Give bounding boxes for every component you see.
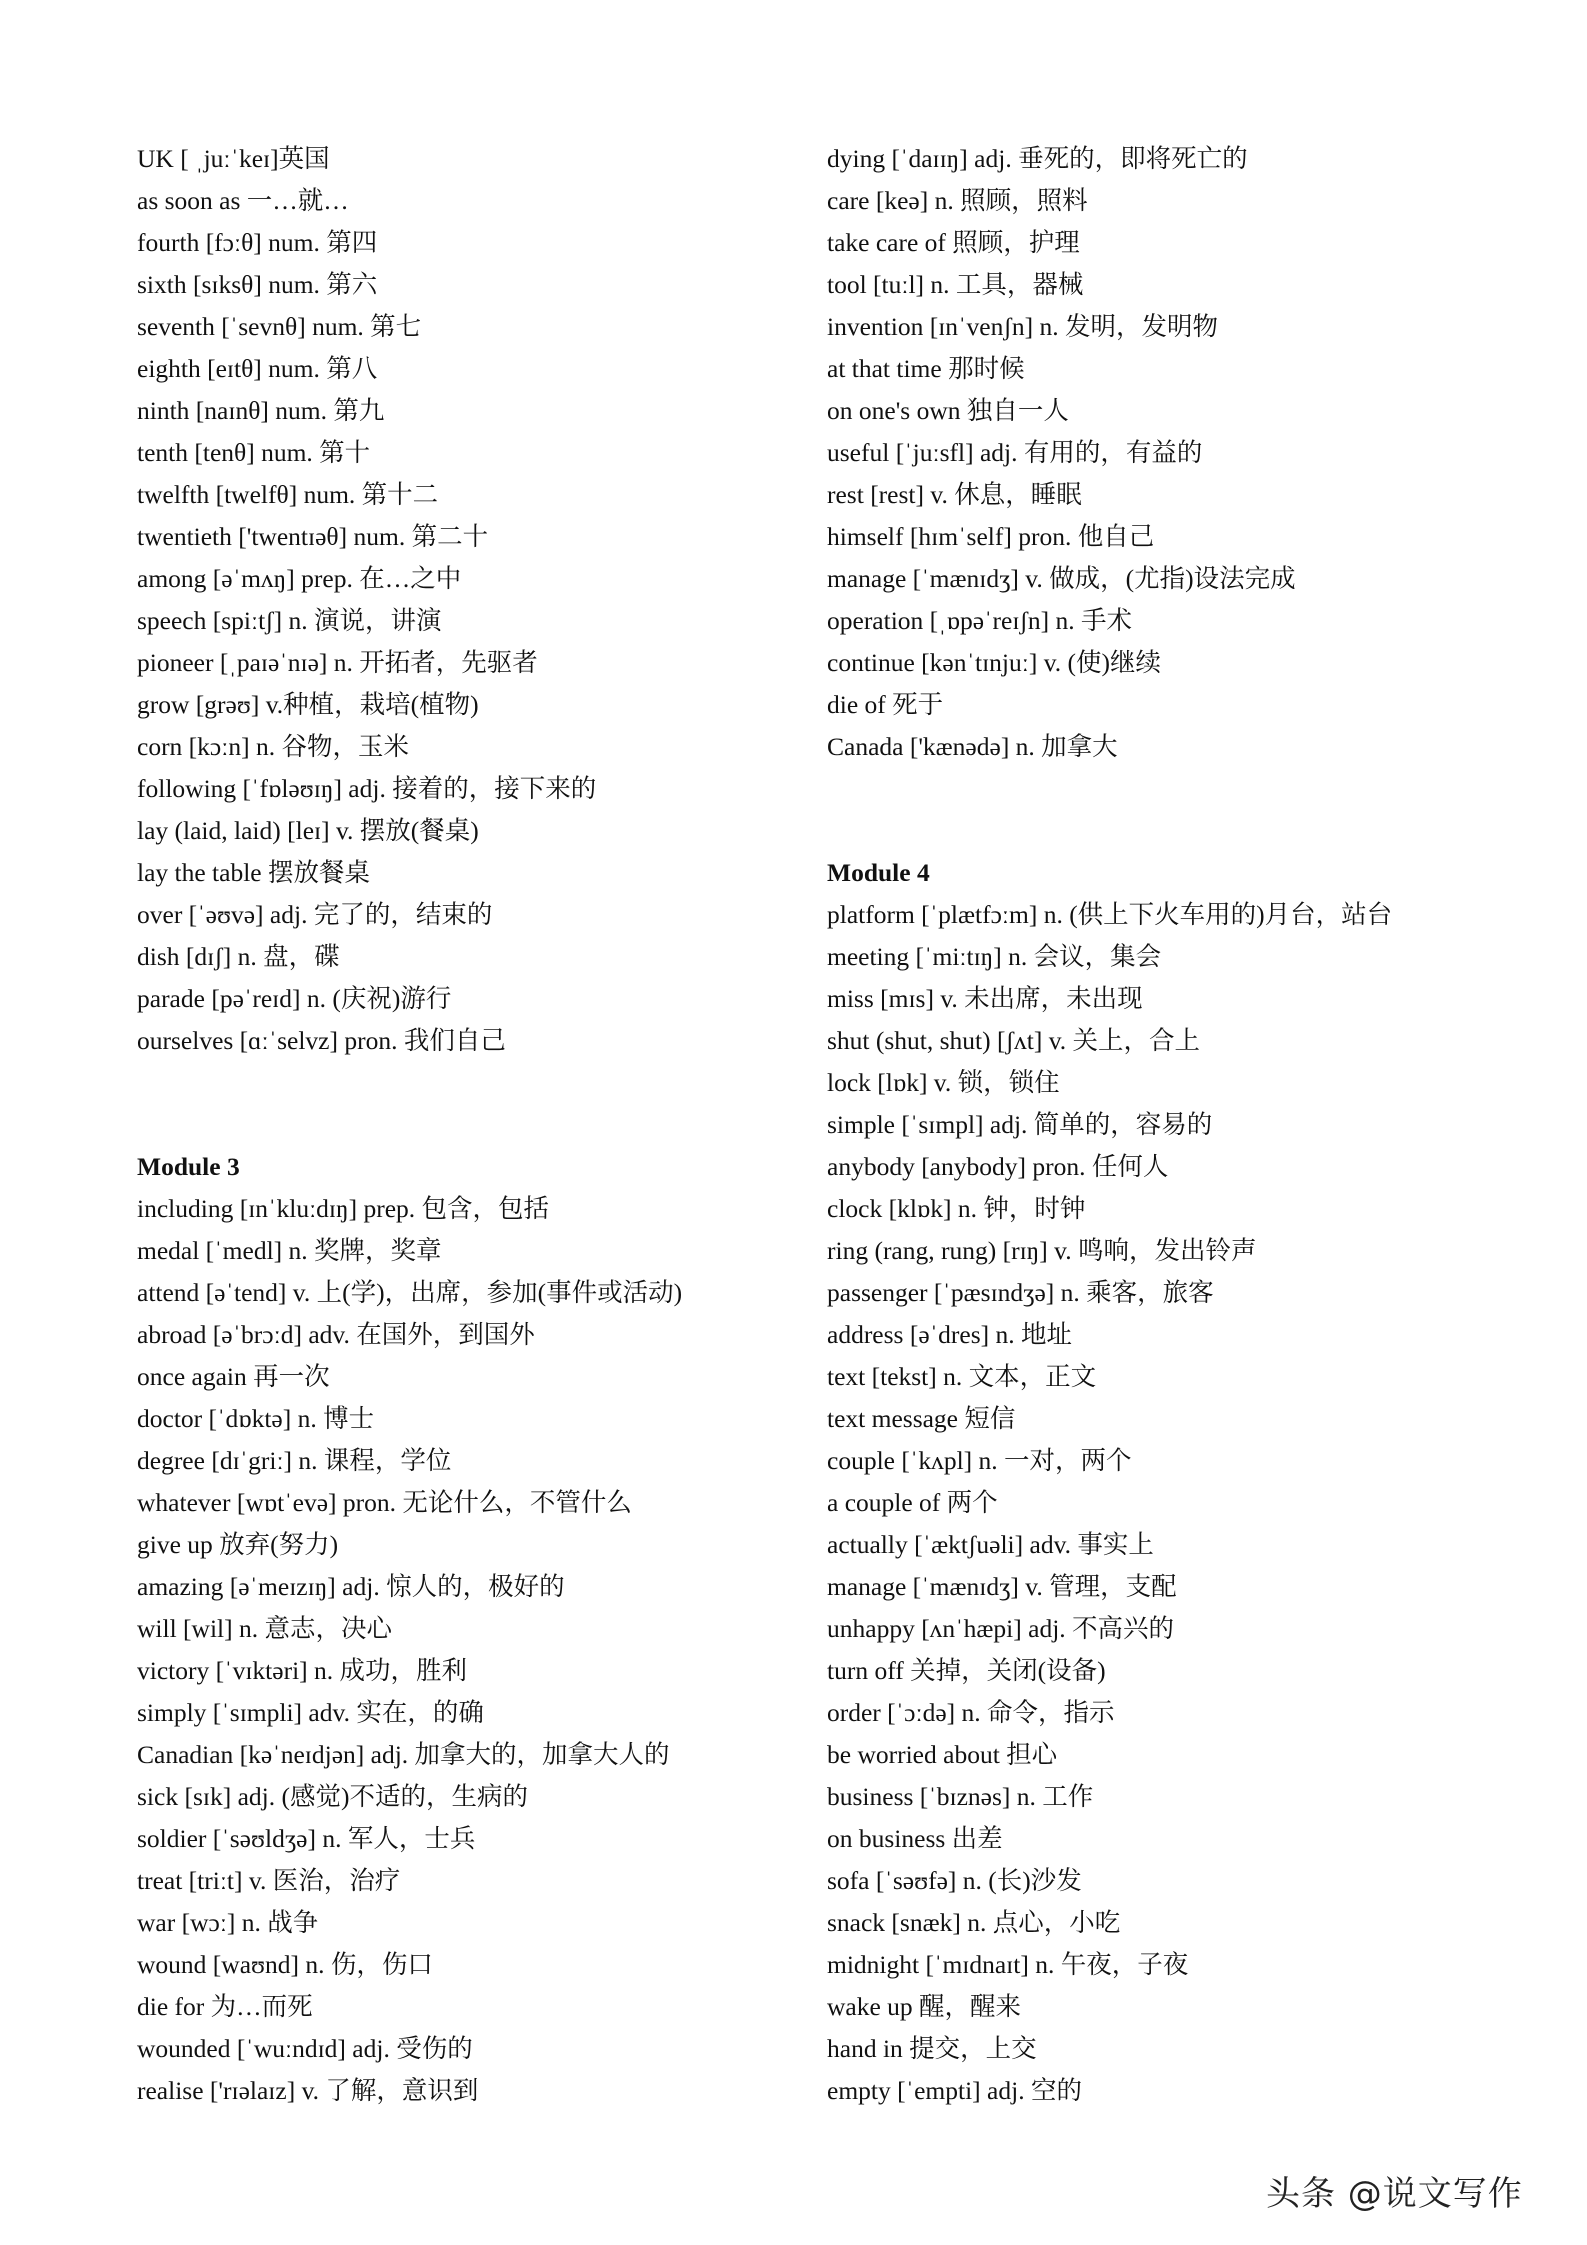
vocab-entry: ourselves [ɑːˈselvz] pron. 我们自己 xyxy=(137,1026,506,1055)
vocab-entry: empty [ˈempti] adj. 空的 xyxy=(827,2076,1082,2105)
vocab-entry: on one's own 独自一人 xyxy=(827,396,1069,425)
vocab-entry: abroad [əˈbrɔːd] adv. 在国外，到国外 xyxy=(137,1320,535,1349)
vocab-entry: useful [ˈjuːsfl] adj. 有用的，有益的 xyxy=(827,438,1203,467)
vocab-entry: over [ˈəʊvə] adj. 完了的，结束的 xyxy=(137,900,493,929)
vocab-entry: victory [ˈvɪktəri] n. 成功，胜利 xyxy=(137,1656,468,1685)
vocab-entry: fourth [fɔːθ] num. 第四 xyxy=(137,228,378,257)
watermark: 头条 @说文写作 xyxy=(1266,2174,1523,2214)
vocab-entry: simple [ˈsɪmpl] adj. 简单的，容易的 xyxy=(827,1110,1213,1139)
vocab-entry: passenger [ˈpæsɪndʒə] n. 乘客，旅客 xyxy=(827,1278,1214,1307)
vocab-entry: dish [dɪʃ] n. 盘，碟 xyxy=(137,942,340,971)
vocab-entry: continue [kənˈtɪnjuː] v. (使)继续 xyxy=(827,648,1162,677)
vocab-entry: following [ˈfɒləʊɪŋ] adj. 接着的，接下来的 xyxy=(137,774,597,803)
vocab-entry: as soon as 一…就… xyxy=(137,186,349,215)
vocab-entry: actually [ˈæktʃuəli] adv. 事实上 xyxy=(827,1530,1154,1559)
vocab-entry: lay (laid, laid) [leɪ] v. 摆放(餐桌) xyxy=(137,816,479,845)
vocab-entry: UK [ ˌjuːˈkeɪ]英国 xyxy=(137,144,330,173)
vocab-entry: ring (rang, rung) [rɪŋ] v. 鸣响，发出铃声 xyxy=(827,1236,1257,1265)
vocab-entry: Canada ['kænədə] n. 加拿大 xyxy=(827,732,1118,761)
vocab-entry: invention [ɪnˈvenʃn] n. 发明，发明物 xyxy=(827,312,1218,341)
blank-line xyxy=(827,768,1547,810)
vocab-entry: shut (shut, shut) [ʃʌt] v. 关上，合上 xyxy=(827,1026,1201,1055)
vocab-entry: among [əˈmʌŋ] prep. 在…之中 xyxy=(137,564,462,593)
right-column xyxy=(827,138,1547,2112)
vocab-entry: tool [tuːl] n. 工具，器械 xyxy=(827,270,1084,299)
vocab-entry: manage [ˈmænɪdʒ] v. 管理，支配 xyxy=(827,1572,1177,1601)
vocab-entry: sick [sɪk] adj. (感觉)不适的，生病的 xyxy=(137,1782,528,1811)
vocab-entry: attend [əˈtend] v. 上(学)，出席，参加(事件或活动) xyxy=(137,1278,683,1307)
vocab-entry: realise ['rɪəlaɪz] v. 了解，意识到 xyxy=(137,2076,479,2105)
vocab-entry: turn off 关掉，关闭(设备) xyxy=(827,1656,1106,1685)
vocab-entry: be worried about 担心 xyxy=(827,1740,1058,1769)
vocab-entry: simply [ˈsɪmpli] adv. 实在，的确 xyxy=(137,1698,484,1727)
vocab-entry: corn [kɔːn] n. 谷物，玉米 xyxy=(137,732,409,761)
vocab-entry: twentieth ['twentɪəθ] num. 第二十 xyxy=(137,522,489,551)
vocab-entry: twelfth [twelfθ] num. 第十二 xyxy=(137,480,439,509)
blank-line xyxy=(137,1062,817,1104)
vocab-entry: text [tekst] n. 文本，正文 xyxy=(827,1362,1097,1391)
vocab-entry: meeting [ˈmiːtɪŋ] n. 会议，集会 xyxy=(827,942,1162,971)
vocab-entry: anybody [anybody] pron. 任何人 xyxy=(827,1152,1169,1181)
vocab-entry: lock [lɒk] v. 锁，锁住 xyxy=(827,1068,1060,1097)
vocab-entry: midnight [ˈmɪdnaɪt] n. 午夜，子夜 xyxy=(827,1950,1189,1979)
vocab-entry: on business 出差 xyxy=(827,1824,1003,1853)
vocab-entry: soldier [ˈsəʊldʒə] n. 军人，士兵 xyxy=(137,1824,476,1853)
vocab-entry: will [wil] n. 意志，决心 xyxy=(137,1614,392,1643)
vocab-entry: treat [triːt] v. 医治，治疗 xyxy=(137,1866,401,1895)
vocab-entry: die for 为…而死 xyxy=(137,1992,313,2021)
vocab-entry: platform [ˈplætfɔːm] n. (供上下火车用的)月台，站台 xyxy=(827,900,1393,929)
vocab-entry: couple [ˈkʌpl] n. 一对，两个 xyxy=(827,1446,1132,1475)
vocab-entry: doctor [ˈdɒktə] n. 博士 xyxy=(137,1404,375,1433)
vocab-entry: speech [spiːtʃ] n. 演说，讲演 xyxy=(137,606,442,635)
vocab-entry: once again 再一次 xyxy=(137,1362,330,1391)
vocab-entry: including [ɪnˈkluːdɪŋ] prep. 包含，包括 xyxy=(137,1194,550,1223)
vocab-entry: at that time 那时候 xyxy=(827,354,1025,383)
vocab-entry: pioneer [ˌpaɪəˈnɪə] n. 开拓者，先驱者 xyxy=(137,648,538,677)
vocab-entry: a couple of 两个 xyxy=(827,1488,998,1517)
vocab-entry: clock [klɒk] n. 钟，时钟 xyxy=(827,1194,1086,1223)
vocab-entry: whatever [wɒtˈevə] pron. 无论什么，不管什么 xyxy=(137,1488,632,1517)
vocab-entry: wake up 醒，醒来 xyxy=(827,1992,1022,2021)
vocab-entry: wounded [ˈwuːndɪd] adj. 受伤的 xyxy=(137,2034,473,2063)
vocab-entry: ninth [naɪnθ] num. 第九 xyxy=(137,396,385,425)
vocab-entry: unhappy [ʌnˈhæpi] adj. 不高兴的 xyxy=(827,1614,1175,1643)
vocab-entry: take care of 照顾，护理 xyxy=(827,228,1080,257)
vocab-entry: war [wɔː] n. 战争 xyxy=(137,1908,319,1937)
vocab-entry: degree [dɪˈgriː] n. 课程，学位 xyxy=(137,1446,452,1475)
vocab-entry: snack [snæk] n. 点心，小吃 xyxy=(827,1908,1121,1937)
vocab-entry: die of 死于 xyxy=(827,690,944,719)
left-column xyxy=(137,138,817,2112)
vocab-entry: address [əˈdres] n. 地址 xyxy=(827,1320,1073,1349)
vocab-entry: rest [rest] v. 休息，睡眠 xyxy=(827,480,1082,509)
vocab-entry: care [keə] n. 照顾，照料 xyxy=(827,186,1088,215)
vocab-entry: miss [mɪs] v. 未出席，未出现 xyxy=(827,984,1143,1013)
vocab-entry: operation [ˌɒpəˈreɪʃn] n. 手术 xyxy=(827,606,1133,635)
vocab-entry: text message 短信 xyxy=(827,1404,1016,1433)
vocab-entry: Canadian [kəˈneɪdjən] adj. 加拿大的，加拿大人的 xyxy=(137,1740,670,1769)
vocab-entry: dying [ˈdaɪɪŋ] adj. 垂死的，即将死亡的 xyxy=(827,144,1248,173)
vocab-entry: hand in 提交，上交 xyxy=(827,2034,1037,2063)
vocab-entry: himself [hɪmˈself] pron. 他自己 xyxy=(827,522,1155,551)
vocab-entry: grow [grəʊ] v.种植，栽培(植物) xyxy=(137,690,479,719)
vocab-entry: amazing [əˈmeɪzɪŋ] adj. 惊人的，极好的 xyxy=(137,1572,565,1601)
vocab-entry: business [ˈbɪznəs] n. 工作 xyxy=(827,1782,1094,1811)
vocab-entry: order [ˈɔːdə] n. 命令，指示 xyxy=(827,1698,1115,1727)
vocab-entry: give up 放弃(努力) xyxy=(137,1530,339,1559)
vocab-entry: parade [pəˈreɪd] n. (庆祝)游行 xyxy=(137,984,452,1013)
vocab-entry: wound [waʊnd] n. 伤，伤口 xyxy=(137,1950,433,1979)
vocab-entry: medal [ˈmedl] n. 奖牌，奖章 xyxy=(137,1236,442,1265)
vocab-entry: manage [ˈmænɪdʒ] v. 做成，(尤指)设法完成 xyxy=(827,564,1296,593)
vocab-entry: seventh [ˈsevnθ] num. 第七 xyxy=(137,312,422,341)
vocab-entry: sofa [ˈsəʊfə] n. (长)沙发 xyxy=(827,1866,1082,1895)
module-heading: Module 3 xyxy=(137,1152,240,1181)
blank-line xyxy=(137,1104,817,1146)
vocab-entry: tenth [tenθ] num. 第十 xyxy=(137,438,371,467)
vocab-entry: sixth [sɪksθ] num. 第六 xyxy=(137,270,378,299)
vocab-entry: eighth [eɪtθ] num. 第八 xyxy=(137,354,378,383)
module-heading: Module 4 xyxy=(827,858,930,887)
vocab-entry: lay the table 摆放餐桌 xyxy=(137,858,370,887)
blank-line xyxy=(827,810,1547,852)
